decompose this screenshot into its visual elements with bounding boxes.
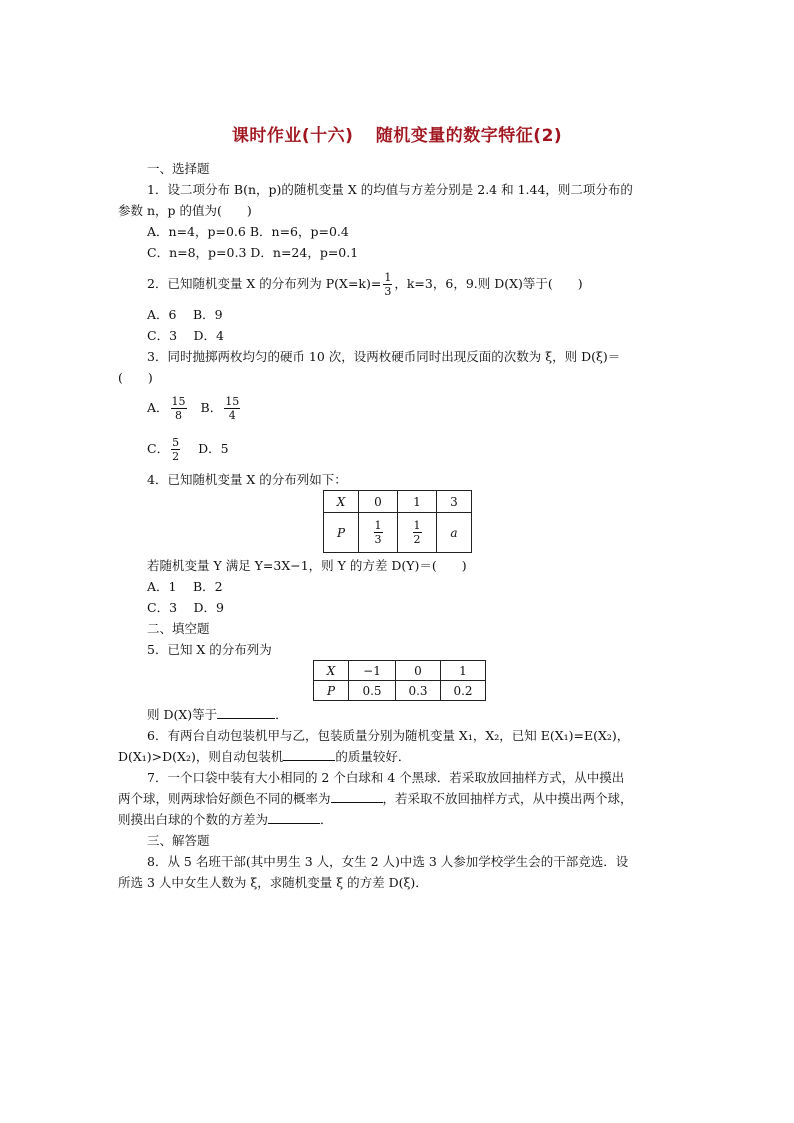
q5-line2-prefix: 则 D(X)等于 [147, 707, 218, 722]
q3-optC-den: 2 [172, 450, 180, 463]
q4-options-cd: C．3 D．9 [147, 600, 224, 615]
q2-options-cd: C．3 D．4 [147, 328, 224, 343]
q3-line1: 3．同时抛掷两枚均匀的硬币 10 次，设两枚硬币同时出现反面的次数为 ξ，则 D(ξ)＝ [147, 349, 621, 364]
q5-table-cell: 0.3 [396, 681, 441, 701]
q6-line1: 6．有两台自动包装机甲与乙，包装质量分别为随机变量 X₁，X₂，已知 E(X₁)=E(X₂)， [147, 728, 630, 743]
q7-line3 [118, 811, 333, 829]
q7-line2-prefix: 两个球，则两球恰好颜色不同的概率为 [118, 791, 331, 806]
q7-line2-suffix: ，若采取不放回抽样方式，从中摸出两个球， [382, 791, 633, 806]
q3-options-cd [147, 434, 229, 464]
q3-optC-label: C． [147, 441, 170, 456]
q2-line1 [147, 270, 583, 298]
q4-line1: 4．已知随机变量 X 的分布列如下： [147, 472, 347, 487]
q4-c2-den: 2 [413, 533, 421, 546]
page-title [0, 121, 794, 146]
section-heading-choice: 一、选择题 [147, 161, 210, 176]
q4-c1-den: 3 [374, 533, 382, 546]
q4-table-cell [359, 513, 398, 553]
q6-line2-prefix: D(X₁)>D(X₂)，则自动包装机 [118, 749, 284, 764]
q5-table-header: X [314, 661, 349, 681]
q3-optB-fraction [224, 395, 240, 422]
q4-table-cell: a [437, 513, 472, 553]
q2-frac-den: 3 [384, 285, 392, 298]
q8-line1: 8．从 5 名班干部(其中男生 3 人，女生 2 人)中选 3 人参加学校学生会的干部竞选．设 [147, 854, 629, 869]
q2-options-ab: A．6 B．9 [147, 307, 223, 322]
q1-options-cd: C．n=8，p=0.3 D．n=24，p=0.1 [147, 245, 359, 260]
q4-c2-num: 1 [413, 519, 421, 532]
q3-optB-label: B． [200, 400, 223, 415]
q6-line2-suffix: 的质量较好． [335, 749, 411, 764]
q4-line2: 若随机变量 Y 满足 Y=3X−1，则 Y 的方差 D(Y)＝( ) [147, 558, 467, 573]
q4-table-cell: 3 [437, 491, 472, 513]
q2-prefix: 2．已知随机变量 X 的分布列为 P(X=k)= [147, 276, 382, 291]
q5-answer-blank[interactable] [217, 706, 275, 719]
q4-table-cell: 1 [398, 491, 437, 513]
q5-line1: 5．已知 X 的分布列为 [147, 642, 272, 657]
title-part1: 课时作业(十六) [231, 126, 354, 146]
q4-c1-num: 1 [374, 519, 382, 532]
q3-optC-num: 5 [172, 436, 180, 449]
q2-frac-num: 1 [384, 271, 392, 284]
q3-line2: ( ) [118, 370, 153, 385]
q5-table-cell: 1 [441, 661, 486, 681]
q6-answer-blank[interactable] [283, 748, 335, 761]
q4-options-ab: A．1 B．2 [147, 579, 223, 594]
q3-optA-num: 15 [171, 395, 186, 408]
q7-answer-blank-2[interactable] [268, 811, 320, 824]
q4-table-header: P [324, 513, 359, 553]
q7-line3-suffix: ． [320, 812, 333, 827]
q3-optD: D．5 [198, 441, 229, 456]
q5-table-cell: −1 [349, 661, 396, 681]
q3-optB-num: 15 [225, 395, 240, 408]
title-part2: 随机变量的数字特征(2) [375, 126, 563, 146]
q6-line2 [118, 748, 410, 766]
q1-line1: 1．设二项分布 B(n，p)的随机变量 X 的均值与方差分别是 2.4 和 1.44，则二项分布的 [147, 182, 633, 197]
q7-line1: 7．一个口袋中装有大小相同的 2 个白球和 4 个黑球．若采取放回抽样方式，从中摸出 [147, 770, 625, 785]
q3-optA-label: A． [147, 400, 169, 415]
q3-optC-fraction [171, 436, 180, 463]
section-heading-solve: 三、解答题 [147, 833, 210, 848]
q7-line3-prefix: 则摸出白球的个数的方差为 [118, 812, 269, 827]
q5-table-cell: 0 [396, 661, 441, 681]
q3-optA-den: 8 [175, 409, 183, 422]
q4-table-header: X [324, 491, 359, 513]
q8-line2: 所选 3 人中女生人数为 ξ，求随机变量 ξ 的方差 D(ξ)． [118, 875, 428, 890]
q3-optB-den: 4 [228, 409, 236, 422]
q2-fraction [383, 271, 392, 298]
q7-line2 [118, 790, 633, 808]
q1-line2: 参数 n，p 的值为( ) [118, 203, 252, 218]
q1-options-ab: A．n=4，p=0.6 B．n=6，p=0.4 [147, 224, 349, 239]
q2-suffix: ，k=3，6，9.则 D(X)等于( ) [394, 276, 583, 291]
q5-table-cell: 0.2 [441, 681, 486, 701]
q5-line2 [147, 706, 288, 724]
q5-table-header: P [314, 681, 349, 701]
q5-line2-suffix: ． [275, 707, 288, 722]
q5-table-cell: 0.5 [349, 681, 396, 701]
q3-options-ab [147, 393, 242, 423]
section-heading-fill: 二、填空题 [147, 621, 210, 636]
q4-table-cell [398, 513, 437, 553]
q4-distribution-table [323, 490, 472, 553]
q5-distribution-table [313, 660, 486, 701]
q3-optA-fraction [171, 395, 187, 422]
q4-table-cell: 0 [359, 491, 398, 513]
q7-answer-blank-1[interactable] [331, 790, 383, 803]
